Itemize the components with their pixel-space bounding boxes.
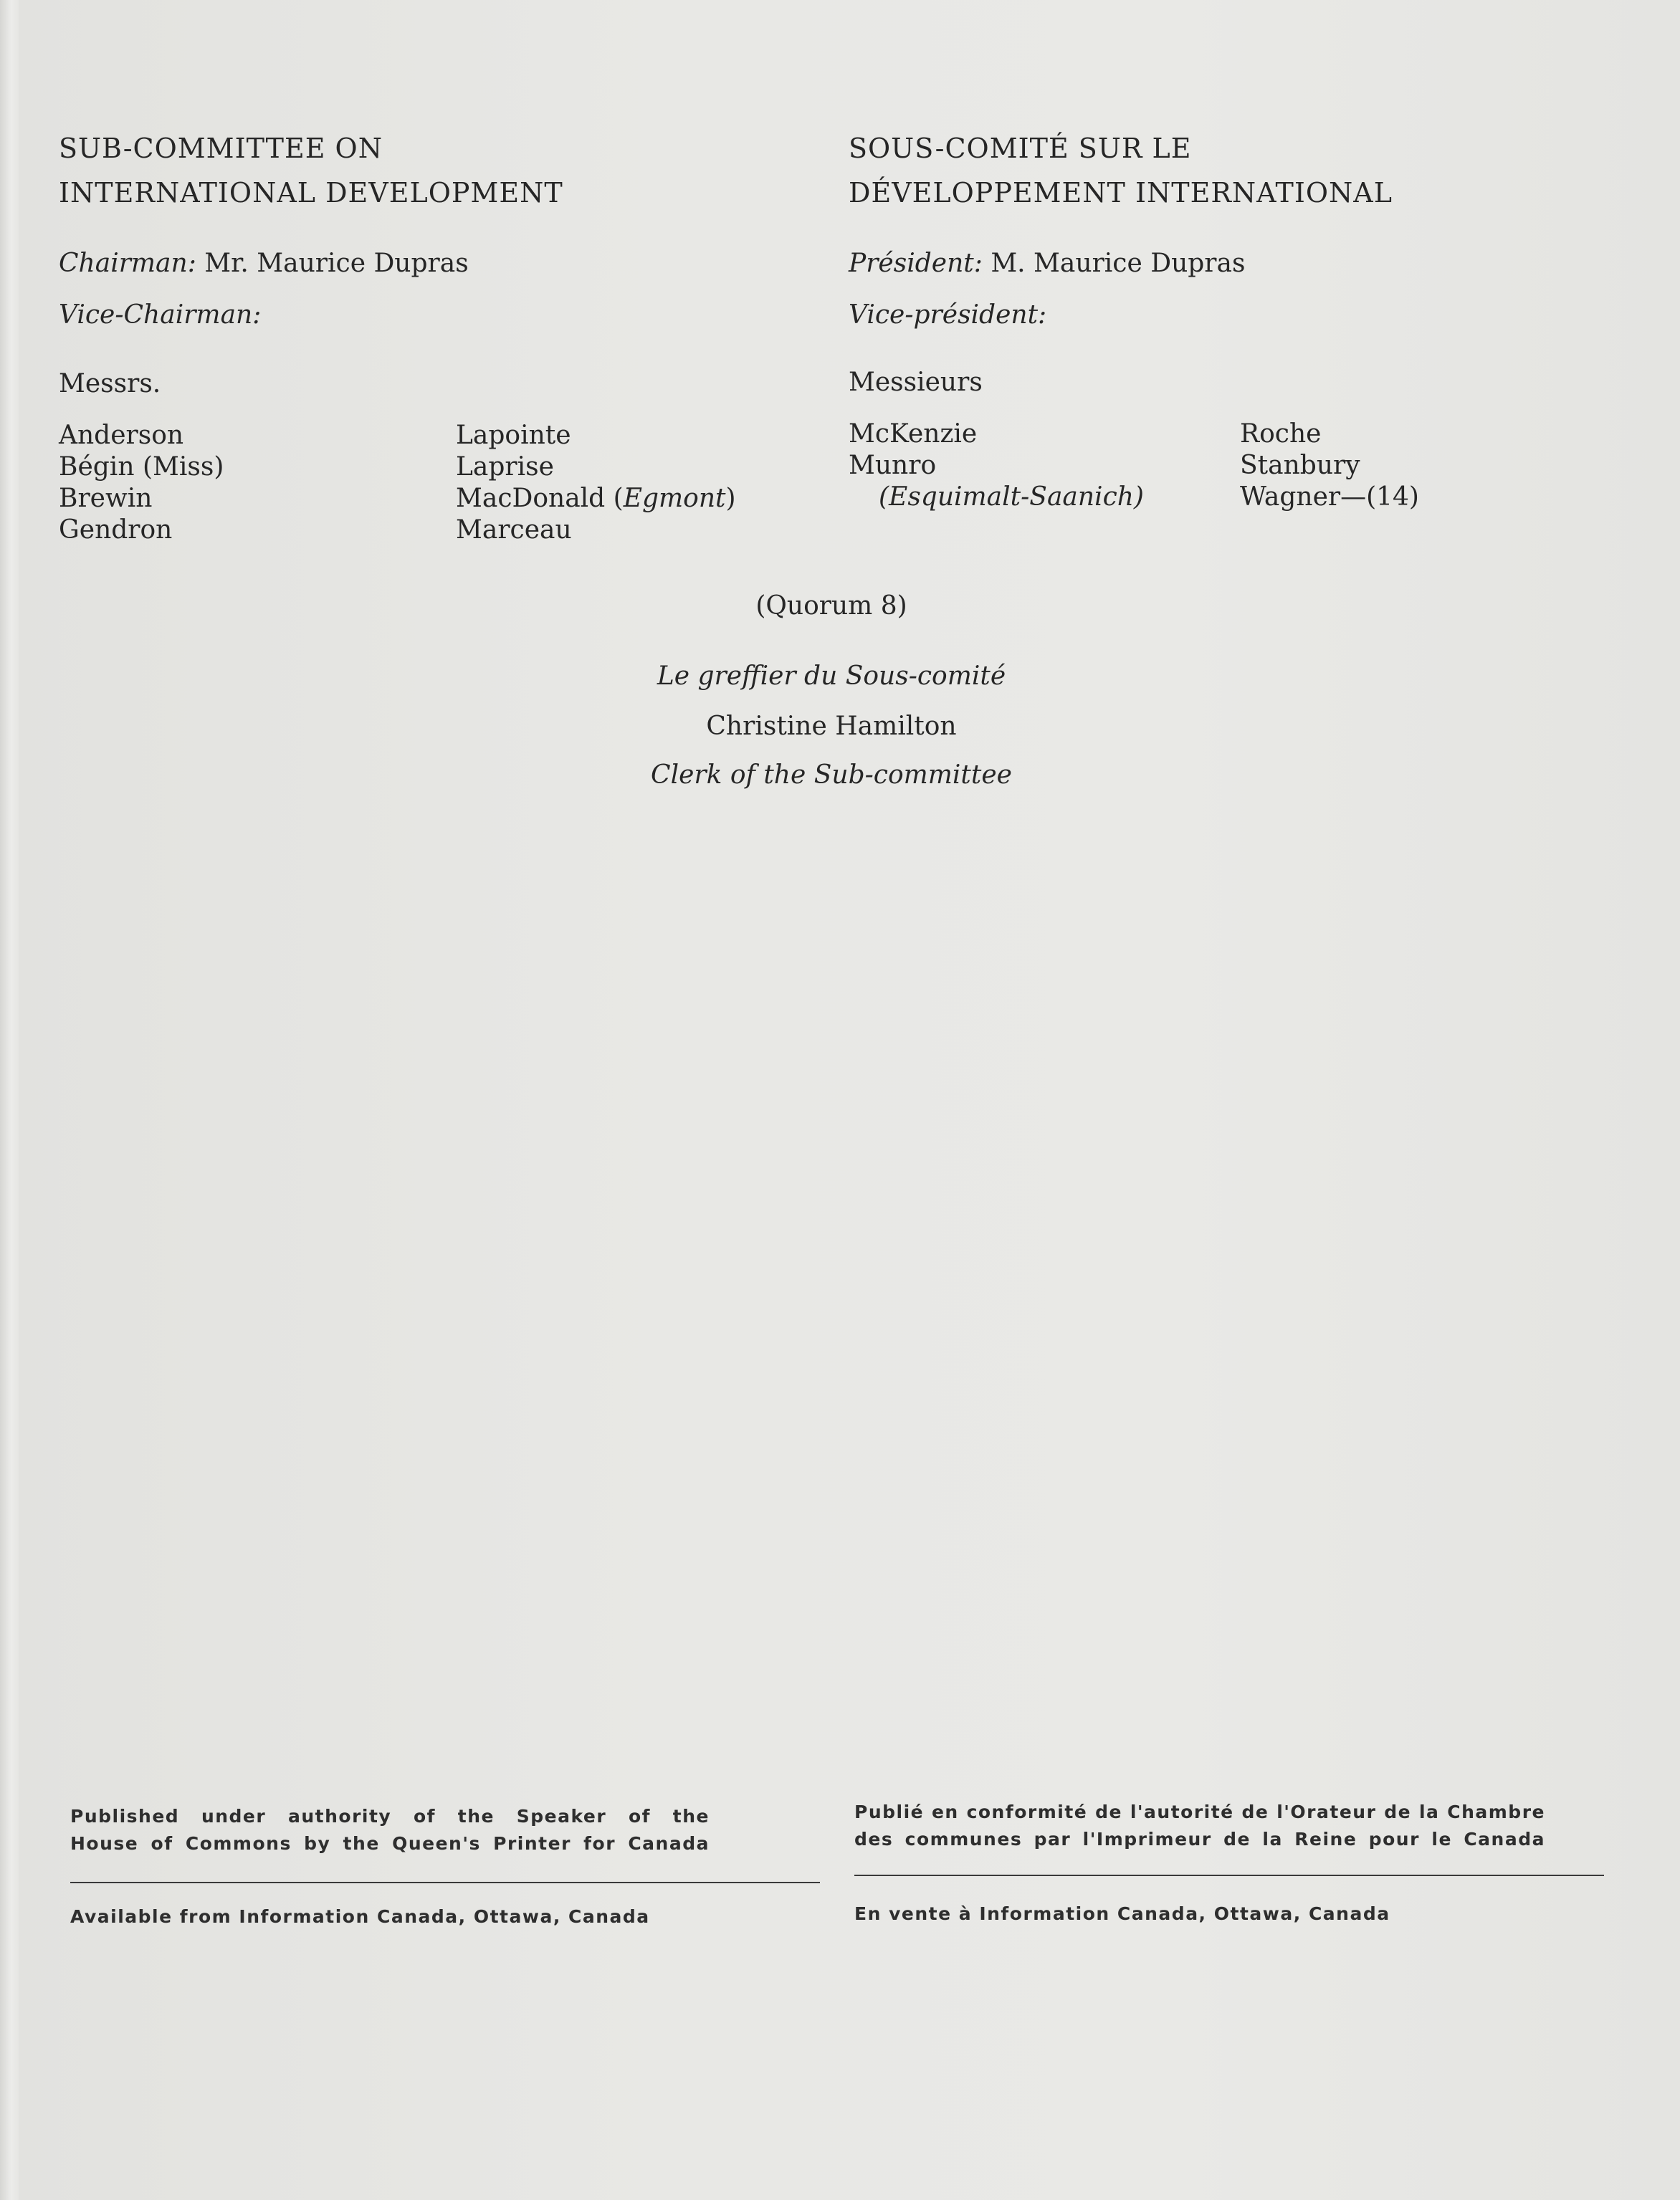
french-heading-line2: DÉVELOPPEMENT INTERNATIONAL	[849, 177, 1393, 209]
english-publisher-line2: House of Commons by the Queen's Printer for Canada	[70, 1833, 710, 1854]
clerk-title-english: Clerk of the Sub-committee	[651, 760, 1012, 790]
member-riding: Egmont	[623, 484, 726, 513]
member-name: Bégin (Miss)	[59, 452, 224, 482]
clerk-name: Christine Hamilton	[706, 712, 957, 741]
english-heading-line2: INTERNATIONAL DEVELOPMENT	[59, 177, 563, 209]
english-members-column-2	[456, 420, 736, 546]
quorum-text: (Quorum 8)	[755, 591, 907, 621]
member-name: Anderson	[59, 421, 184, 450]
member-name: Lapointe	[456, 421, 571, 450]
member-name: Stanbury	[1240, 451, 1360, 480]
french-publisher-notice	[854, 1799, 1545, 1853]
member-name: Wagner—(14)	[1240, 482, 1419, 512]
english-heading-line1: SUB-COMMITTEE ON	[59, 133, 383, 164]
english-publisher-notice	[70, 1803, 710, 1857]
english-chairman-line	[59, 248, 469, 279]
clerk-title-french: Le greffier du Sous-comité	[657, 661, 1006, 691]
french-members-label: Messieurs	[849, 368, 983, 397]
member-name: MacDonald (	[456, 484, 624, 513]
member-riding-paren: )	[725, 484, 736, 513]
member-name: Laprise	[456, 452, 554, 482]
french-vice-president-label: Vice-président:	[849, 300, 1047, 330]
member-name: Marceau	[456, 515, 572, 545]
english-chairman-name: Mr. Maurice Dupras	[204, 249, 469, 278]
member-name: McKenzie	[849, 419, 978, 449]
english-availability: Available from Information Canada, Ottawa, Canada	[70, 1906, 650, 1927]
member-name: Brewin	[59, 484, 153, 513]
french-publisher-line1: Publié en conformité de l'autorité de l'Orateur de la Chambre	[854, 1802, 1545, 1822]
member-name: Munro	[849, 451, 937, 480]
member-name: Roche	[1240, 419, 1322, 449]
french-president-name: M. Maurice Dupras	[991, 249, 1246, 278]
english-heading	[59, 126, 563, 215]
english-chairman-label: Chairman:	[59, 249, 196, 278]
french-members-column-1	[849, 419, 1144, 513]
page-edge-shadow	[0, 0, 19, 2200]
member-name: Gendron	[59, 515, 173, 545]
english-members-column-1	[59, 420, 224, 546]
french-members-column-2	[1240, 419, 1419, 513]
english-footer-divider	[70, 1882, 820, 1883]
french-president-label: Président:	[849, 249, 983, 278]
member-riding: (Esquimalt-Saanich)	[879, 482, 1144, 512]
french-heading	[849, 126, 1393, 215]
french-availability: En vente à Information Canada, Ottawa, Canada	[854, 1903, 1390, 1924]
english-vice-chairman-label: Vice-Chairman:	[59, 300, 262, 330]
french-president-line	[849, 248, 1245, 279]
english-members-label: Messrs.	[59, 369, 161, 398]
french-heading-line1: SOUS-COMITÉ SUR LE	[849, 133, 1192, 164]
member-name-with-riding	[456, 483, 736, 515]
french-publisher-line2: des communes par l'Imprimeur de la Reine pour le Canada	[854, 1829, 1545, 1850]
english-publisher-line1: Published under authority of the Speaker of the	[70, 1806, 710, 1827]
french-footer-divider	[854, 1875, 1604, 1876]
